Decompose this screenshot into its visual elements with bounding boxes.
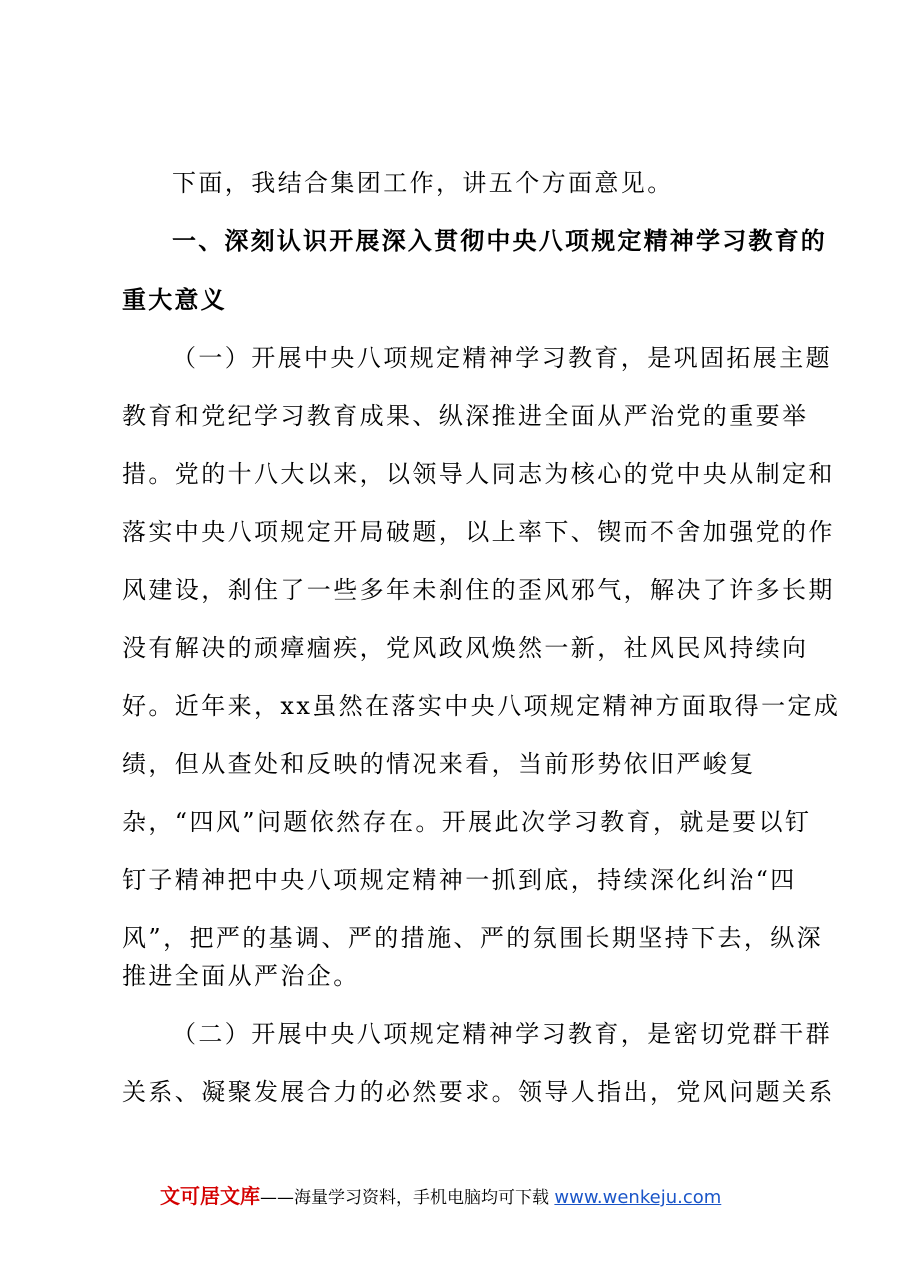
paragraph-line: 教育和党纪学习教育成果、纵深推进全面从严治党的重要举 (122, 402, 809, 430)
section-heading-line-1: 一、深刻认识开展深入贯彻中央八项规定精神学习教育的 (172, 227, 827, 255)
paragraph-line: 好。近年来，xx虽然在落实中央八项规定精神方面取得一定成 (122, 692, 841, 720)
section-heading-line-2: 重大意义 (122, 286, 227, 314)
footer-slogan: ——海量学习资料，手机电脑均可下载 (260, 1188, 549, 1208)
paragraph-line: 落实中央八项规定开局破题，以上率下、锲而不舍加强党的作 (122, 518, 835, 546)
page-footer (160, 1182, 721, 1212)
paragraph-line: 推进全面从严治企。 (122, 962, 360, 990)
paragraph-line: 风建设，刹住了一些多年未刹住的歪风邪气，解决了许多长期 (122, 576, 835, 604)
paragraph-line: （一）开展中央八项规定精神学习教育，是巩固拓展主题 (172, 344, 832, 372)
paragraph-line: 没有解决的顽瘴痼疾，党风政风焕然一新，社风民风持续向 (122, 634, 809, 662)
paragraph-line: 措。党的十八大以来，以领导人同志为核心的党中央从制定和 (122, 460, 835, 488)
paragraph-line: （二）开展中央八项规定精神学习教育，是密切党群干群 (172, 1020, 832, 1048)
paragraph-line: 关系、凝聚发展合力的必然要求。领导人指出，党风问题关系 (122, 1078, 835, 1106)
paragraph-line: 杂，“四风”问题依然存在。开展此次学习教育，就是要以钉 (122, 808, 812, 836)
paragraph-line: 绩，但从查处和反映的情况来看，当前形势依旧严峻复 (122, 750, 756, 778)
paragraph-line: 钉子精神把中央八项规定精神一抓到底，持续深化纠治“四 (122, 866, 797, 894)
footer-website-link[interactable]: www.wenkeju.com (554, 1187, 722, 1208)
paragraph-line: 风”，把严的基调、严的措施、严的氛围长期坚持下去，纵深 (122, 924, 824, 952)
footer-brand: 文可居文库 (160, 1184, 260, 1208)
paragraph-intro: 下面，我结合集团工作，讲五个方面意见。 (172, 169, 674, 197)
